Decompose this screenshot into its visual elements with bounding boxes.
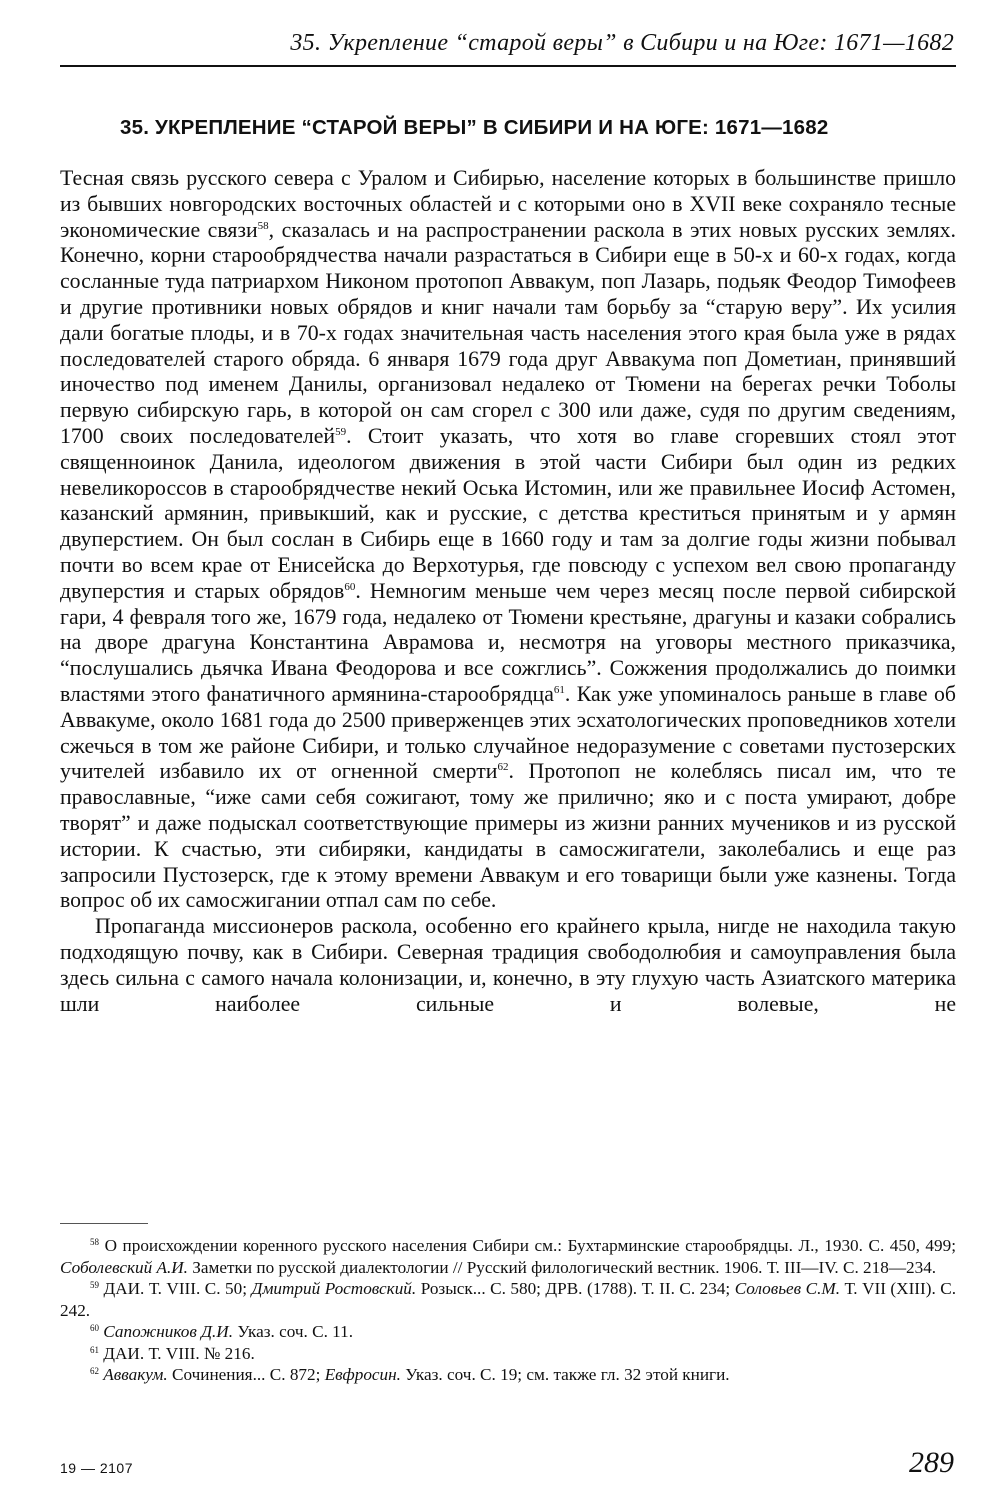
paragraph-1-text: . Как уже упоминалось раньше в главе об Аввакуме, около 1681 года до 2500 приверженцев этих эсхатологических проповедников хотели сжечься в том же районе Сибири, и только случайное недоразумение с советами пустозерских учителей избавило их от огненной смерти <box>60 681 956 784</box>
footnote-number: 61 <box>90 1344 99 1355</box>
footnote-60 <box>60 1321 956 1343</box>
footnote-58 <box>60 1235 956 1278</box>
page-number: 289 <box>909 1446 954 1479</box>
footnote-text: Т. VII (XIII). С. 242. <box>60 1279 957 1320</box>
running-head: 35. Укрепление “старой веры” в Сибири и на Юге: 1671—1682 <box>290 30 954 56</box>
footnote-author: Соловьев С.М. <box>734 1279 841 1298</box>
footnote-text: ДАИ. Т. VIII. № 216. <box>103 1343 255 1363</box>
footnote-author: Сапожников Д.И. <box>103 1322 234 1341</box>
header-rule <box>60 65 956 67</box>
footnote-ref-60[interactable]: 60 <box>344 580 356 593</box>
body-text <box>60 166 956 1017</box>
footnote-text: Розыск... С. 580; ДРВ. (1788). Т. II. С. 234; <box>416 1279 735 1298</box>
footnote-author: Дмитрий Ростовский. <box>251 1279 417 1298</box>
paragraph-2: Пропаганда миссионеров раскола, особенно его крайнего крыла, нигде не находила такую подходящую почву, как в Сибири. Северная традиция свободолюбия и самоуправления была здесь сильна с самого начала колонизации, и, конечно, в эту глухую часть Азиатского материка шли наиболее сильные и волевые, не <box>60 914 956 1016</box>
paragraph-1-text: Тесная связь русского севера с Уралом и Сибирью, население которых в большинстве пришло из бывших новгородских восточных областей и с которыми оно в XVII веке сохраняло тесные экономические связи <box>60 166 956 242</box>
footnote-ref-59[interactable]: 59 <box>335 425 347 438</box>
footnote-author: Соболевский А.И. <box>60 1257 188 1277</box>
footnote-number: 58 <box>90 1237 99 1247</box>
footnotes <box>60 1235 956 1386</box>
footnote-62 <box>60 1364 956 1386</box>
footnote-text: Указ. соч. С. 19; см. также гл. 32 этой книги. <box>400 1365 730 1384</box>
chapter-title: 35. УКРЕПЛЕНИЕ “СТАРОЙ ВЕРЫ” В СИБИРИ И НА ЮГЕ: 1671—1682 <box>120 116 829 139</box>
footnote-text: О происхождении коренного русского населения Сибири см.: Бухтарминские старообрядцы. Л., 1930. С. 450, 499; <box>104 1236 956 1255</box>
printer-signature: 19 — 2107 <box>60 1460 133 1476</box>
footnote-ref-58[interactable]: 58 <box>257 219 269 232</box>
footnote-number: 62 <box>90 1366 99 1376</box>
paragraph-1-text: . Стоит указать, что хотя во главе сгоревших стоял этот священноинок Данила, идеологом движения в этой части Сибири был один из редких невеликороссов в старообрядчестве некий Оська Истомин, или же правильнее Иосиф Астомен, казанский армянин, привыкший, как и русские, с детства креститься принятым и у армян двуперстием. Он был сослан в Сибирь еще в 1660 году и там за долгие годы жизни побывал почти во всем крае от Енисейска до Верхотурья, где повсюду с успехом вел свою пропаганду двуперстия и старых обрядов <box>60 423 956 603</box>
footnote-ref-61[interactable]: 61 <box>553 683 565 696</box>
footnote-number: 60 <box>90 1323 99 1333</box>
footnote-rule <box>60 1223 148 1224</box>
footnote-61 <box>60 1343 956 1365</box>
footnote-author: Евфросин. <box>324 1365 401 1384</box>
footnote-author: Аввакум. <box>103 1365 168 1384</box>
footnote-text: Указ. соч. С. 11. <box>233 1322 354 1341</box>
footnote-text: Сочинения... С. 872; <box>167 1365 325 1384</box>
footnote-59 <box>60 1278 956 1321</box>
paragraph-1-text: , сказалась и на распространении раскола в этих новых русских землях. Конечно, корни старообрядчества начали разрастаться в Сибири еще в 50-х и 60-х годах, когда сосланные туда патриархом Никоном протопоп Аввакум, поп Лазарь, подьяк Феодор Тимофеев и другие противники новых обрядов и книг начали там борьбу за “старую веру”. Их усилия дали богатые плоды, и в 70-х годах значительная часть населения этого края была уже в рядах последователей старого обряда. 6 января 1679 года друг Аввакума поп Дометиан, принявший иночество под именем Данилы, организовал недалеко от Тюмени на берегах речки Тоболы первую сибирскую гарь, в которой он сам сгорел с 300 или даже, судя по другим сведениям, 1700 своих последователей <box>60 217 956 448</box>
paragraph-1-text: . Немногим меньше чем через месяц после первой сибирской гари, 4 февраля того же, 1679 года, недалеко от Тюмени крестьяне, драгуны и казаки собрались на дворе драгуна Константина Аврамова и, несмотря на уговоры местного приказчика, “послушались дьячка Ивана Феодорова и все сожглись”. Сожжения продолжались до поимки властями этого фанатичного армянина-старообрядца <box>60 578 956 706</box>
paragraph-1-text: . Протопоп не колеблясь писал им, что те православные, “иже сами себя сожигают, тому же прилично; яко и с поста умирают, добре творят” и даже подыскал соответствующие примеры из жизни ранних мучеников и из русской истории. К счастью, эти сибиряки, кандидаты в самосжигатели, заколебались и еще раз запросили Пустозерск, где к этому времени Аввакум и его товарищи были уже казнены. Тогда вопрос об их самосжигании отпал сам по себе. <box>60 759 956 913</box>
footnote-ref-62[interactable]: 62 <box>497 761 509 774</box>
paragraph-1 <box>60 166 956 914</box>
footnote-text: Заметки по русской диалектологии // Русский филологический вестник. 1906. Т. III—IV. С. 218—234. <box>187 1257 937 1277</box>
footnote-number: 59 <box>90 1280 99 1290</box>
footnote-text: ДАИ. Т. VIII. С. 50; <box>103 1279 252 1298</box>
